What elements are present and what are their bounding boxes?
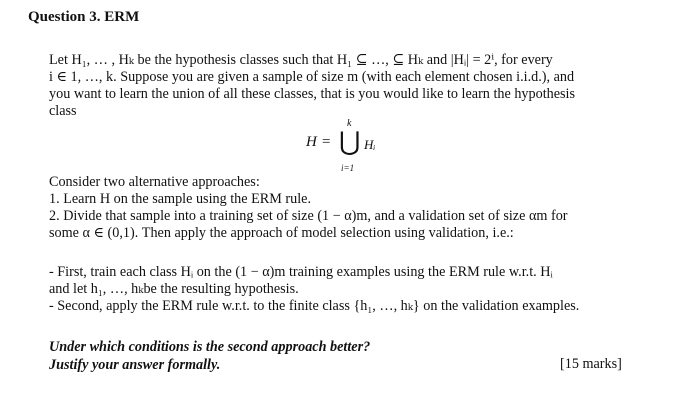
approach-2-line-2: some α ∈ (0,1). Then apply the approach of model selection using validation, i.e.: (49, 225, 514, 241)
marks-label: [15 marks] (560, 356, 622, 372)
formula-lhs: H (306, 134, 317, 150)
step-first-line-2: and let h₁, …, hₖbe the resulting hypothesis. (49, 281, 299, 297)
approaches-heading: Consider two alternative approaches: (49, 174, 260, 190)
intro-line-4: class (49, 103, 77, 119)
steps-paragraph (49, 264, 659, 315)
question-title: Question 3. ERM (28, 9, 140, 25)
closing-questions (49, 338, 370, 374)
intro-paragraph (49, 52, 659, 120)
intro-line-2: i ∈ 1, …, k. Suppose you are given a sample of size m (with each element chosen i.i.d.), and (49, 69, 575, 85)
intro-line-3: you want to learn the union of all these classes, that is you would like to learn the hypothesis (49, 86, 576, 102)
closing-question-2: Justify your answer formally. (49, 357, 221, 373)
step-first-line-1: - First, train each class Hᵢ on the (1 − α)m training examples using the ERM rule w.r.t. Hᵢ (49, 264, 553, 280)
formula-equals: = (322, 134, 331, 150)
formula-term: Hᵢ (364, 137, 376, 152)
intro-line-1: Let H₁, … , Hₖ be the hypothesis classes such that H₁ ⊆ …, ⊆ Hₖ and |Hᵢ| = 2ⁱ, for every (49, 52, 553, 68)
approach-2-line-1: 2. Divide that sample into a training set of size (1 − α)m, and a validation set of size αm for (49, 208, 568, 224)
approach-1: 1. Learn H on the sample using the ERM rule. (49, 191, 312, 207)
union-symbol: ⋃ (339, 127, 361, 156)
approaches-paragraph (49, 174, 659, 242)
step-second: - Second, apply the ERM rule w.r.t. to the finite class {h₁, …, hₖ} on the validation examples. (49, 298, 580, 314)
closing-question-1: Under which conditions is the second approach better? (49, 339, 371, 355)
formula-upper-limit: k (347, 118, 352, 129)
union-formula (306, 118, 396, 176)
formula-lower-limit: i=1 (341, 163, 355, 173)
